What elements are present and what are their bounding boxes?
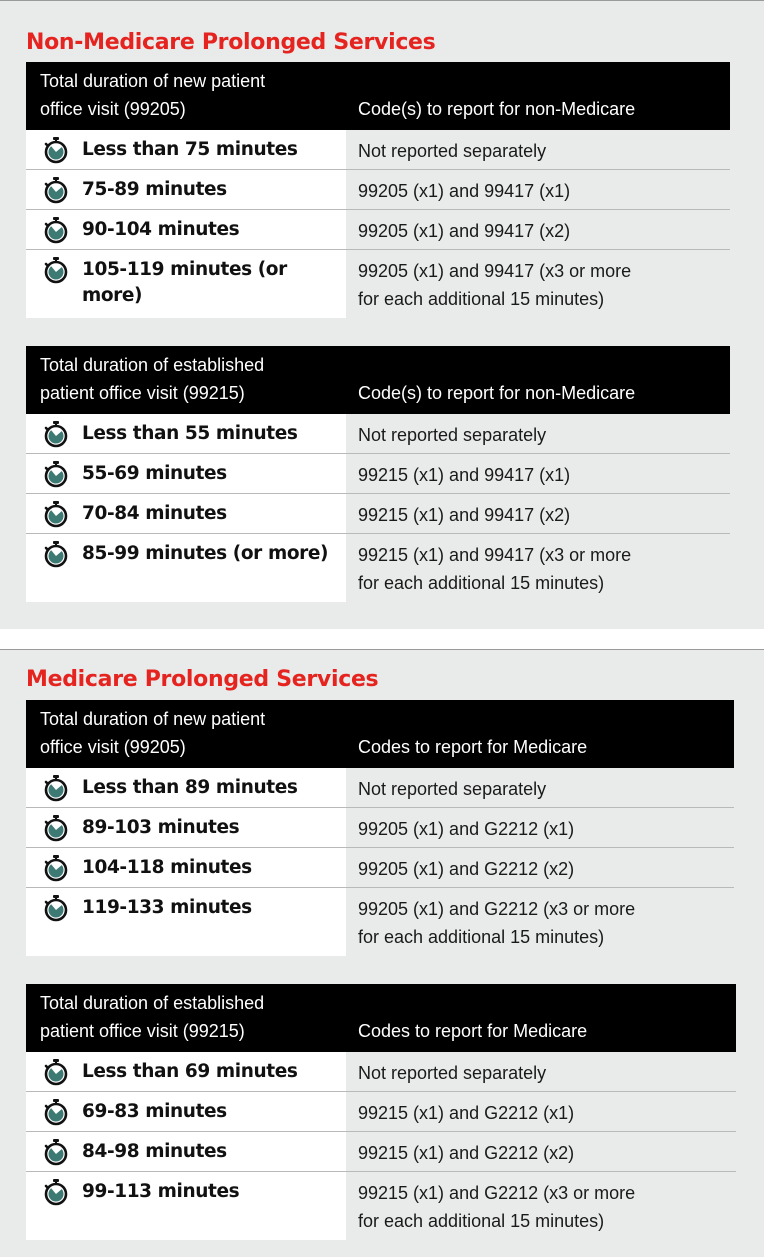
table-new-patient-non-medicare: [26, 62, 730, 318]
table-row: [26, 454, 730, 494]
duration-cell: [26, 170, 346, 210]
codes-cell: [346, 170, 730, 210]
header-codes: Code(s) to report for non-Medicare: [358, 99, 636, 119]
stopwatch-icon: [42, 216, 70, 244]
table-row: [26, 1092, 736, 1132]
duration-cell: [26, 534, 346, 602]
duration-cell: [26, 1132, 346, 1172]
header-duration-line: patient office visit (99215): [40, 383, 245, 403]
codes-text: 99215 (x1) and G2212 (x2): [358, 1143, 575, 1163]
section-title: Non-Medicare Prolonged Services: [26, 30, 436, 55]
header-codes: Codes to report for Medicare: [358, 1021, 588, 1041]
header-duration-line: Total duration of new patient: [40, 71, 266, 91]
header-duration-line: office visit (99205): [40, 737, 186, 757]
stopwatch-icon: [42, 176, 70, 204]
codes-text: 99205 (x1) and G2212 (x2): [358, 859, 575, 879]
table-row: [26, 130, 730, 170]
table-row: [26, 1132, 736, 1172]
codes-text: 99215 (x1) and G2212 (x3 or more: [358, 1183, 636, 1203]
stopwatch-icon: [42, 136, 70, 164]
header-duration: [26, 67, 346, 123]
codes-text: 99205 (x1) and G2212 (x3 or more: [358, 899, 636, 919]
table-header: [26, 984, 736, 1052]
header-codes: Code(s) to report for non-Medicare: [358, 383, 636, 403]
duration-text: Less than 75 minutes: [82, 139, 298, 160]
table-row: [26, 494, 730, 534]
duration-cell: [26, 1172, 346, 1240]
duration-cell: [26, 210, 346, 250]
codes-text: 99205 (x1) and 99417 (x2): [358, 221, 571, 241]
duration-cell: [26, 494, 346, 534]
codes-cell: [346, 1052, 736, 1092]
duration-cell: [26, 768, 346, 808]
codes-cell: [346, 250, 730, 318]
duration-text: Less than 55 minutes: [82, 423, 298, 444]
codes-cell: [346, 1092, 736, 1132]
duration-cell: [26, 414, 346, 454]
duration-text: 70-84 minutes: [82, 503, 227, 524]
codes-cell: [346, 768, 734, 808]
stopwatch-icon: [42, 814, 70, 842]
table-row: [26, 414, 730, 454]
section-title: Medicare Prolonged Services: [26, 667, 379, 692]
stopwatch-icon: [42, 460, 70, 488]
duration-text: 75-89 minutes: [82, 179, 227, 200]
codes-cell: [346, 534, 730, 602]
header-duration-line: office visit (99205): [40, 99, 186, 119]
duration-text: 105-119 minutes (or more): [82, 259, 287, 306]
duration-text: 55-69 minutes: [82, 463, 227, 484]
table-row: [26, 534, 730, 602]
codes-text: for each additional 15 minutes): [358, 573, 605, 593]
codes-cell: [346, 1172, 736, 1240]
codes-text: Not reported separately: [358, 779, 547, 799]
duration-cell: [26, 130, 346, 170]
table-established-patient-non-medicare: [26, 346, 730, 602]
codes-text: Not reported separately: [358, 425, 547, 445]
codes-text: 99205 (x1) and G2212 (x1): [358, 819, 575, 839]
codes-cell: [346, 888, 734, 956]
stopwatch-icon: [42, 540, 70, 568]
duration-cell: [26, 1092, 346, 1132]
table-row: [26, 888, 734, 956]
table-header: [26, 700, 734, 768]
codes-cell: [346, 1132, 736, 1172]
codes-cell: [346, 848, 734, 888]
codes-text: 99215 (x1) and 99417 (x1): [358, 465, 571, 485]
table-row: [26, 768, 734, 808]
duration-cell: [26, 250, 346, 318]
header-duration-line: patient office visit (99215): [40, 1021, 245, 1041]
header-duration: [26, 705, 346, 761]
duration-cell: [26, 1052, 346, 1092]
codes-cell: [346, 808, 734, 848]
table-header: [26, 62, 730, 130]
duration-text: Less than 89 minutes: [82, 777, 298, 798]
stopwatch-icon: [42, 420, 70, 448]
codes-cell: [346, 454, 730, 494]
stopwatch-icon: [42, 256, 70, 284]
table-row: [26, 848, 734, 888]
header-duration: [26, 351, 346, 407]
codes-text: 99205 (x1) and 99417 (x3 or more: [358, 261, 632, 281]
header-codes: Codes to report for Medicare: [358, 737, 588, 757]
stopwatch-icon: [42, 894, 70, 922]
stopwatch-icon: [42, 1178, 70, 1206]
duration-cell: [26, 454, 346, 494]
stopwatch-icon: [42, 854, 70, 882]
codes-text: 99215 (x1) and 99417 (x3 or more: [358, 545, 632, 565]
codes-text: for each additional 15 minutes): [358, 1211, 605, 1231]
table-row: [26, 250, 730, 318]
table-row: [26, 808, 734, 848]
table-new-patient-medicare: [26, 700, 734, 956]
medicare-panel: [0, 649, 764, 1257]
duration-text: 85-99 minutes (or more): [82, 543, 329, 564]
duration-text: 90-104 minutes: [82, 219, 240, 240]
header-duration-line: Total duration of established: [40, 355, 265, 375]
stopwatch-icon: [42, 500, 70, 528]
header-duration-line: Total duration of established: [40, 993, 265, 1013]
codes-text: Not reported separately: [358, 141, 547, 161]
table-header: [26, 346, 730, 414]
codes-cell: [346, 130, 730, 170]
stopwatch-icon: [42, 774, 70, 802]
duration-text: 119-133 minutes: [82, 897, 252, 918]
header-duration-line: Total duration of new patient: [40, 709, 266, 729]
duration-text: 69-83 minutes: [82, 1101, 227, 1122]
stopwatch-icon: [42, 1138, 70, 1166]
codes-text: for each additional 15 minutes): [358, 927, 605, 947]
duration-cell: [26, 808, 346, 848]
table-row: [26, 1172, 736, 1240]
stopwatch-icon: [42, 1058, 70, 1086]
codes-text: for each additional 15 minutes): [358, 289, 605, 309]
header-duration: [26, 989, 346, 1045]
duration-text: 89-103 minutes: [82, 817, 240, 838]
duration-text: Less than 69 minutes: [82, 1061, 298, 1082]
table-row: [26, 210, 730, 250]
table-established-patient-medicare: [26, 984, 736, 1240]
duration-text: 104-118 minutes: [82, 857, 252, 878]
codes-text: 99215 (x1) and G2212 (x1): [358, 1103, 575, 1123]
stopwatch-icon: [42, 1098, 70, 1126]
codes-text: Not reported separately: [358, 1063, 547, 1083]
codes-cell: [346, 210, 730, 250]
codes-cell: [346, 414, 730, 454]
table-row: [26, 1052, 736, 1092]
duration-cell: [26, 848, 346, 888]
codes-cell: [346, 494, 730, 534]
codes-text: 99205 (x1) and 99417 (x1): [358, 181, 571, 201]
codes-text: 99215 (x1) and 99417 (x2): [358, 505, 571, 525]
duration-text: 99-113 minutes: [82, 1181, 240, 1202]
table-row: [26, 170, 730, 210]
duration-cell: [26, 888, 346, 956]
duration-text: 84-98 minutes: [82, 1141, 227, 1162]
